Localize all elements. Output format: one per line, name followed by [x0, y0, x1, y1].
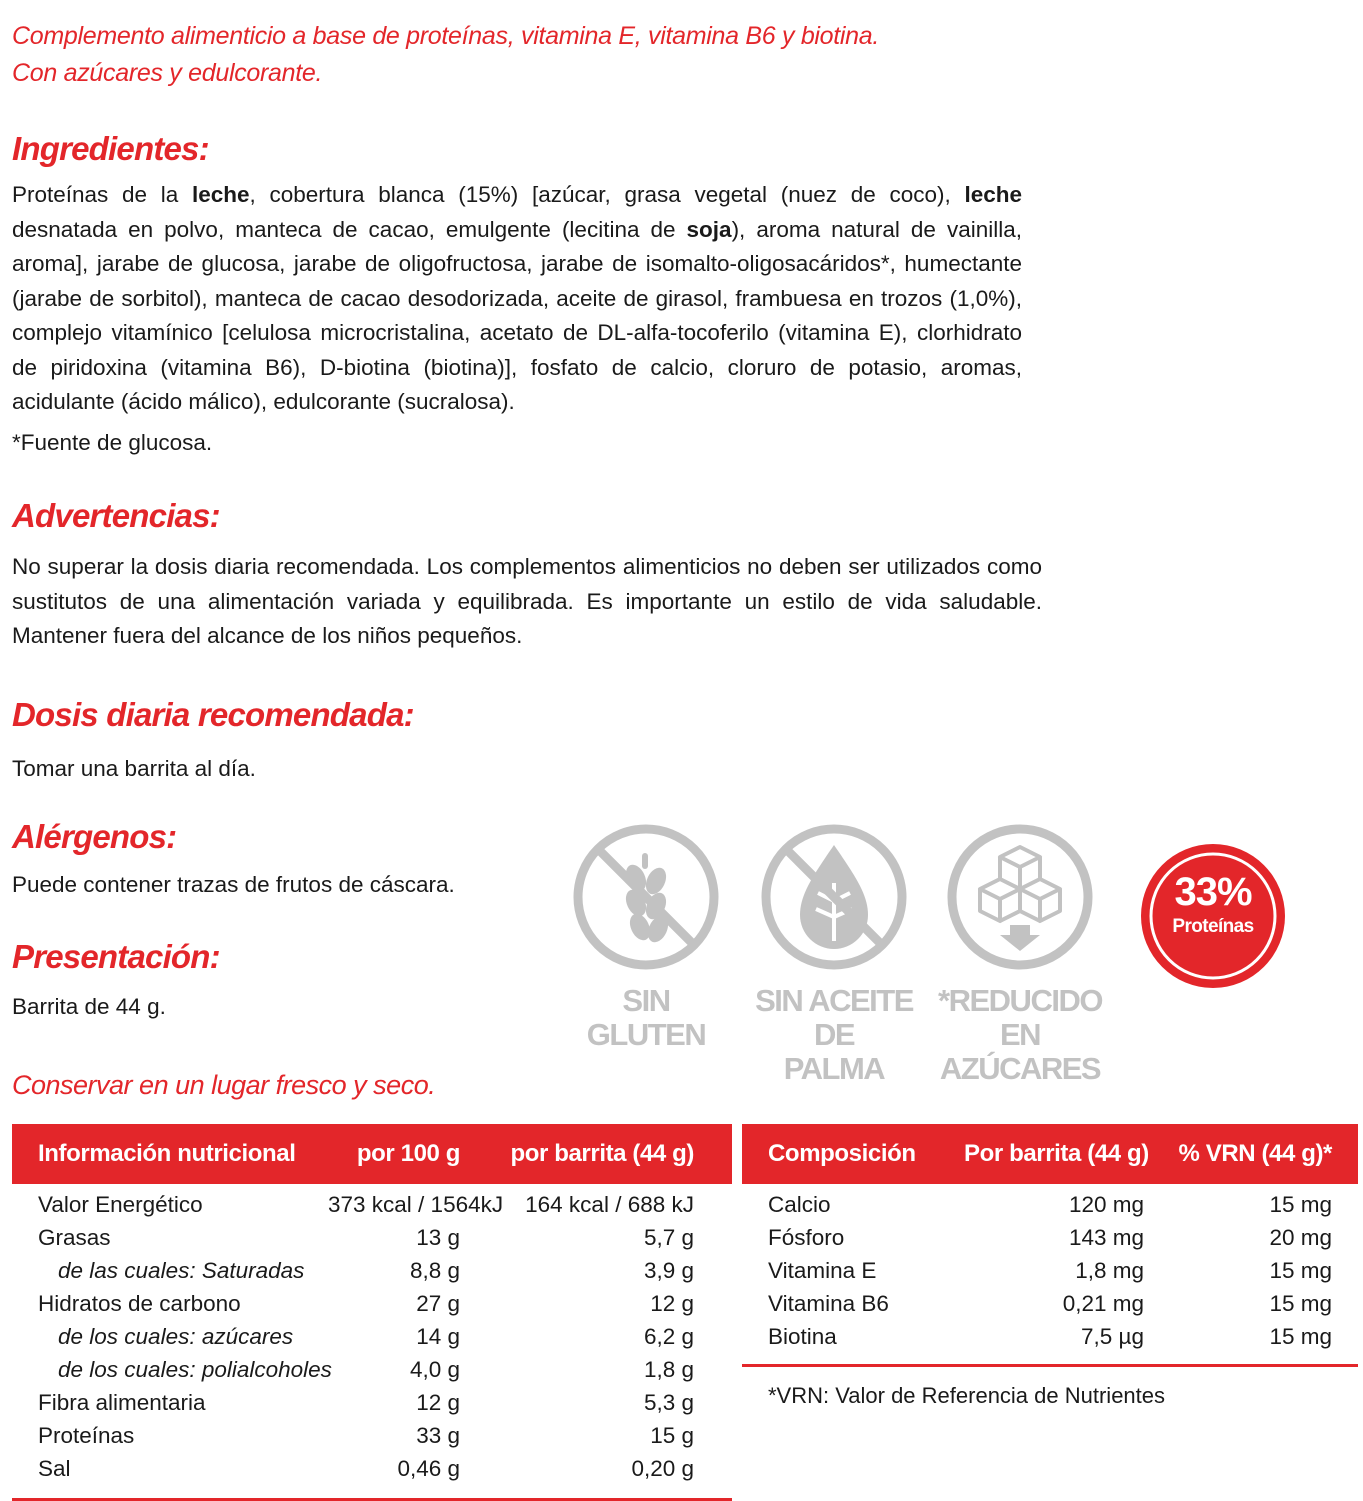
table-row	[12, 1386, 732, 1419]
per-bar-value: 12 g	[650, 1290, 694, 1316]
nutrient-name: Grasas	[38, 1224, 111, 1250]
nutrition-table	[12, 1124, 732, 1501]
description-line-1: Complemento alimenticio a base de proteínas, vitamina E, vitamina B6 y biotina.	[12, 22, 880, 50]
composition-table	[742, 1124, 1358, 1367]
component-name: Calcio	[768, 1191, 831, 1217]
allergens-text: Puede contener trazas de frutos de cáscara.	[12, 872, 455, 897]
ingredients-part: Proteínas de la	[12, 182, 192, 207]
per-bar-value: 1,8 g	[643, 1356, 694, 1382]
per-100g-value: 8,8 g	[409, 1257, 460, 1283]
gluten-free-icon	[572, 823, 720, 971]
component-name: Vitamina E	[768, 1257, 877, 1283]
dose-text: Tomar una barrita al día.	[12, 756, 256, 781]
component-name: Biotina	[768, 1323, 837, 1349]
reduced-sugar-label	[916, 984, 1124, 1086]
allergens-title: Alérgenos:	[12, 818, 177, 855]
table-row	[12, 1320, 732, 1353]
per-100g-value: 0,46 g	[397, 1455, 460, 1481]
per-100g-value: 27 g	[416, 1290, 460, 1316]
table-row	[12, 1254, 732, 1287]
header-per-bar: Por barrita (44 g)	[964, 1140, 1149, 1167]
per-100g-value: 12 g	[416, 1389, 460, 1415]
ingredients-note: *Fuente de glucosa.	[12, 430, 213, 455]
vrn-value: 15 mg	[1269, 1323, 1332, 1349]
vrn-value: 15 mg	[1269, 1290, 1332, 1316]
header-composition: Composición	[768, 1140, 916, 1167]
table-row	[12, 1353, 732, 1386]
per-bar-value: 0,21 mg	[1062, 1290, 1144, 1316]
table-row	[12, 1287, 732, 1320]
table-row	[742, 1188, 1358, 1221]
per-100g-value: 4,0 g	[409, 1356, 460, 1382]
table-row	[12, 1188, 732, 1221]
table-row	[12, 1419, 732, 1452]
vrn-value: 20 mg	[1269, 1224, 1332, 1250]
gluten-free-label: SIN GLUTEN	[586, 983, 706, 1052]
warnings-text: No superar la dosis diaria recomendada. Los complementos alimenticios no deben ser utilizados como sustitutos de una alimentación variada y equilibrada. Es importante un estilo de vida saludable. Mantener fuera del alcance de los niños pequeños.	[12, 554, 1042, 648]
per-bar-value: 6,2 g	[643, 1323, 694, 1349]
presentation-title: Presentación:	[12, 938, 220, 975]
ingredients-title: Ingredientes:	[12, 130, 209, 167]
nutrient-name: Hidratos de carbono	[38, 1290, 241, 1316]
vrn-value: 15 mg	[1269, 1191, 1332, 1217]
ingredients-part: ), aroma natural de vainilla, aroma], jarabe de glucosa, jarabe de oligofructosa, jarabe de isomalto-oligosacáridos*, humectante (jarabe de sorbitol), manteca de cacao desodorizada, aceite de girasol, frambuesa en trozos (1,0%), complejo vitamínico [celulosa microcristalina, acetato de DL-alfa-tocoferilo (vitamina E), clorhidrato de piridoxina (vitamina B6), D-biotina (biotina)], fosfato de calcio, cloruro de potasio, aromas, acidulante (ácido málico), edulcorante (sucralosa).	[12, 216, 1022, 414]
warnings-title: Advertencias:	[12, 497, 220, 534]
nutrient-name: de los cuales: polialcoholes	[58, 1356, 332, 1382]
ingredients-text	[12, 178, 1022, 420]
palm-oil-free-label	[738, 984, 930, 1086]
per-bar-value: 5,3 g	[643, 1389, 694, 1415]
header-vrn: % VRN (44 g)*	[1178, 1140, 1332, 1167]
allergen-milk: leche	[964, 182, 1022, 207]
per-100g-value: 14 g	[416, 1323, 460, 1349]
table-row	[12, 1452, 732, 1485]
ingredients-part: , cobertura blanca (15%) [azúcar, grasa vegetal (nuez de coco),	[249, 182, 965, 207]
nutrient-name: de los cuales: azúcares	[58, 1323, 294, 1349]
per-100g-value: 33 g	[416, 1422, 460, 1448]
composition-rows	[742, 1188, 1358, 1353]
header-nutrition-info: Información nutricional	[38, 1140, 296, 1167]
nutrient-name: Sal	[38, 1455, 71, 1481]
per-bar-value: 120 mg	[1068, 1191, 1144, 1217]
header-per-bar: por barrita (44 g)	[510, 1140, 694, 1167]
allergen-milk: leche	[191, 182, 250, 207]
protein-label: Proteínas	[1172, 916, 1254, 937]
description-line-2: Con azúcares y edulcorante.	[12, 59, 323, 87]
table-row	[742, 1254, 1358, 1287]
vrn-footnote: *VRN: Valor de Referencia de Nutrientes	[768, 1383, 1166, 1408]
per-bar-value: 143 mg	[1068, 1224, 1144, 1250]
presentation-text: Barrita de 44 g.	[12, 994, 166, 1019]
per-bar-value: 1,8 mg	[1075, 1257, 1144, 1283]
reduced-sugar-label-line-1: *REDUCIDO EN	[938, 983, 1102, 1052]
nutrient-name: de las cuales: Saturadas	[58, 1257, 305, 1283]
per-bar-value: 7,5 µg	[1080, 1323, 1144, 1349]
table-row	[742, 1221, 1358, 1254]
table-row	[742, 1287, 1358, 1320]
component-name: Vitamina B6	[768, 1290, 889, 1316]
per-bar-value: 5,7 g	[643, 1224, 694, 1250]
product-description	[12, 18, 879, 92]
palm-oil-free-icon	[760, 823, 908, 971]
nutrient-name: Valor Energético	[38, 1191, 203, 1217]
nutrition-rows	[12, 1188, 732, 1485]
component-name: Fósforo	[768, 1224, 845, 1250]
protein-badge	[1139, 842, 1287, 990]
dose-title: Dosis diaria recomendada:	[12, 696, 414, 733]
table-row	[742, 1320, 1358, 1353]
palm-oil-label-line-2: PALMA	[783, 1051, 885, 1086]
sugar-cubes-icon	[946, 823, 1094, 971]
per-100g-value: 13 g	[416, 1224, 460, 1250]
header-per-100g: por 100 g	[356, 1140, 460, 1167]
per-bar-value: 3,9 g	[643, 1257, 694, 1283]
nutrient-name: Fibra alimentaria	[38, 1389, 206, 1415]
composition-table-header	[742, 1124, 1358, 1184]
per-bar-value: 164 kcal / 688 kJ	[525, 1191, 694, 1217]
per-bar-value: 15 g	[650, 1422, 694, 1448]
per-100g-value: 373 kcal / 1564kJ	[328, 1191, 504, 1217]
reduced-sugar-label-line-2: AZÚCARES	[939, 1051, 1101, 1086]
nutrient-name: Proteínas	[38, 1422, 135, 1448]
table-row	[12, 1221, 732, 1254]
allergen-soy: soja	[686, 216, 732, 242]
nutrition-table-header	[12, 1124, 732, 1184]
protein-percentage: 33%	[1174, 870, 1252, 914]
per-bar-value: 0,20 g	[631, 1455, 694, 1481]
palm-oil-label-line-1: SIN ACEITE DE	[755, 983, 913, 1052]
ingredients-part: desnatada en polvo, manteca de cacao, emulgente (lecitina de	[12, 216, 687, 242]
storage-note: Conservar en un lugar fresco y seco.	[12, 1070, 436, 1100]
vrn-value: 15 mg	[1269, 1257, 1332, 1283]
